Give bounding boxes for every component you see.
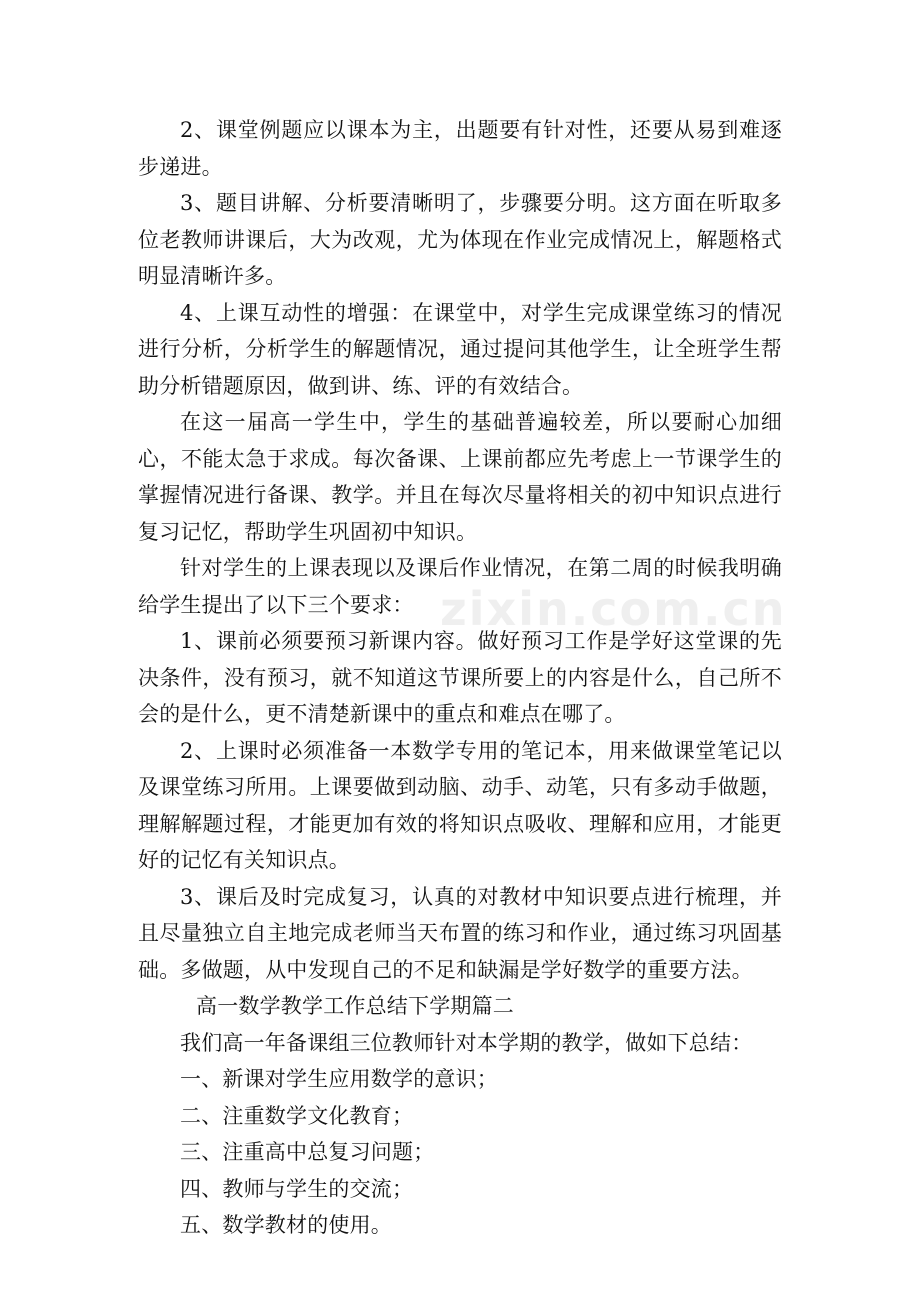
list-item-4: 四、教师与学生的交流； [180,1176,414,1201]
list-item-3: 三、注重高中总复习问题； [180,1140,435,1164]
list-item-5: 五、数学教材的使用。 [180,1213,392,1237]
paragraph-item-4-interaction: 4、上课互动性的增强：在课堂中，对学生完成课堂练习的情况进行分析，分析学生的解题情况，通过提问其他学生，让全班学生帮助分析错题原因，做到讲、练、评的有效结合。 [138,300,782,398]
section-heading: 高一数学教学工作总结下学期篇二 [196,994,514,1018]
paragraph-summary-intro: 我们高一年备课组三位教师针对本学期的教学，做如下总结： [180,1030,753,1055]
paragraph-requirement-2: 2、上课时必须准备一本数学专用的笔记本，用来做课堂笔记以及课堂练习所用。上课要做到动脑、动手、动笔，只有多动手做题，理解解题过程，才能更加有效的将知识点吸收、理解和应用，才能更好的记忆有关知识点。 [138,738,782,872]
paragraph-student-foundation: 在这一届高一学生中，学生的基础普遍较差，所以要耐心加细心，不能太急于求成。每次备课、上课前都应先考虑上一节课学生的掌握情况进行备课、教学。并且在每次尽量将相关的初中知识点进行复习记忆，帮助学生巩固初中知识。 [138,410,782,544]
paragraph-requirement-3: 3、课后及时完成复习，认真的对教材中知识要点进行梳理，并且尽量独立自主地完成老师当天布置的练习和作业，通过练习巩固基础。多做题，从中发现自己的不足和缺漏是学好数学的重要方法。 [138,884,782,982]
paragraph-item-2-example: 2、课堂例题应以课本为主，出题要有针对性，还要从易到难逐步递进。 [138,118,782,179]
list-item-2: 二、注重数学文化教育； [180,1103,414,1128]
watermark: zixin.com.cn [440,582,787,636]
paragraph-item-3-explanation: 3、题目讲解、分析要清晰明了，步骤要分明。这方面在听取多位老教师讲课后，大为改观，尤为体现在作业完成情况上，解题格式明显清晰许多。 [138,191,782,288]
list-item-1: 一、新课对学生应用数学的意识； [180,1067,498,1091]
paragraph-requirements-intro: 针对学生的上课表现以及课后作业情况，在第二周的时候我明确给学生提出了以下三个要求： [138,556,782,617]
paragraph-requirement-1: 1、课前必须要预习新课内容。做好预习工作是学好这堂课的先决条件，没有预习，就不知道这节课所要上的内容是什么，自己所不会的是什么，更不清楚新课中的重点和难点在哪了。 [138,629,782,726]
